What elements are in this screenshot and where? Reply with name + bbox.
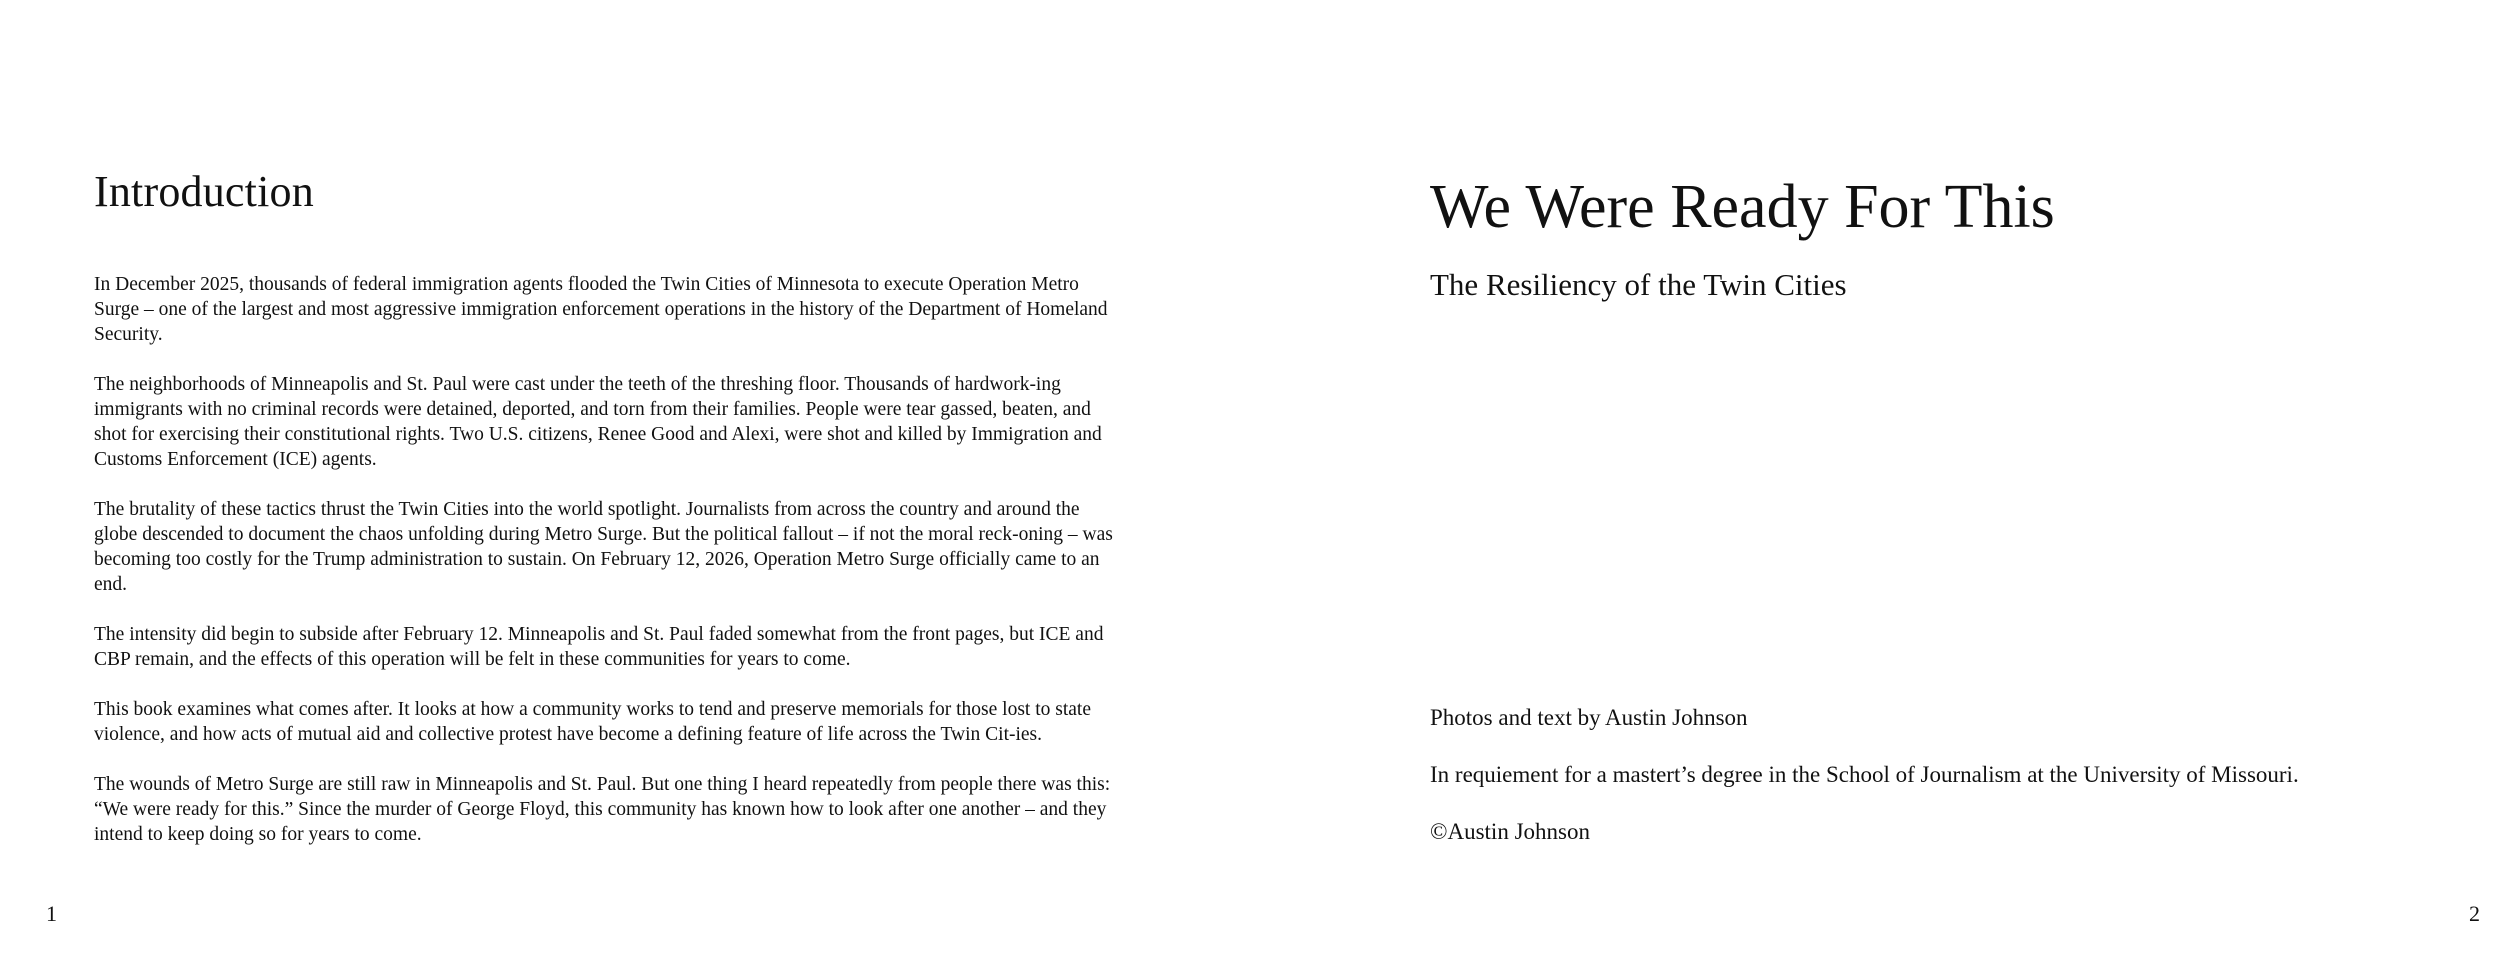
introduction-body	[94, 272, 1124, 872]
intro-paragraph: The neighborhoods of Minneapolis and St. Paul were cast under the teeth of the threshing floor. Thousands of hardwork-ing immigrants with no criminal records were detained, deported, and torn from their families. People were tear gassed, beaten, and shot for exercising their constitutional rights. Two U.S. citizens, Renee Good and Alexi, were shot and killed by Immigration and Customs Enforcement (ICE) agents.	[94, 374, 1102, 470]
page-number-right: 2	[2469, 901, 2480, 926]
page-number-left: 1	[46, 901, 57, 926]
intro-paragraph: The wounds of Metro Surge are still raw in Minneapolis and St. Paul. But one thing I heard repeatedly from people there was this: “We were ready for this.” Since the murder of George Floyd, this community has known how to look after one another – and they intend to keep doing so for years to come.	[94, 774, 1111, 845]
right-page	[1250, 0, 2500, 966]
author-credit: Photos and text by Austin Johnson	[1430, 705, 1748, 730]
copyright-notice: ©Austin Johnson	[1430, 819, 1590, 844]
introduction-heading: Introduction	[94, 167, 314, 216]
intro-paragraph: This book examines what comes after. It looks at how a community works to tend and preserve memorials for those lost to state violence, and how acts of mutual aid and collective protest have become a defining feature of life across the Twin Cit-ies.	[94, 699, 1091, 745]
book-title: We Were Ready For This	[1430, 173, 2055, 241]
intro-paragraph: The intensity did begin to subside after February 12. Minneapolis and St. Paul faded somewhat from the front pages, but ICE and CBP remain, and the effects of this operation will be felt in these communities for years to come.	[94, 624, 1104, 670]
credits-block	[1430, 702, 2299, 873]
intro-paragraph: In December 2025, thousands of federal immigration agents flooded the Twin Cities of Minnesota to execute Operation Metro Surge – one of the largest and most aggressive immigration enforcement operations in the history of the Department of Homeland Security.	[94, 274, 1108, 345]
degree-requirement: In requiement for a mastert’s degree in the School of Journalism at the University of Missouri.	[1430, 762, 2299, 787]
book-subtitle: The Resiliency of the Twin Cities	[1430, 267, 1847, 302]
intro-paragraph: The brutality of these tactics thrust the Twin Cities into the world spotlight. Journalists from across the country and around the globe descended to document the chaos unfolding during Metro Surge. But the political fallout – if not the moral reck-oning – was becoming too costly for the Trump administration to sustain. On February 12, 2026, Operation Metro Surge officially came to an end.	[94, 499, 1113, 595]
